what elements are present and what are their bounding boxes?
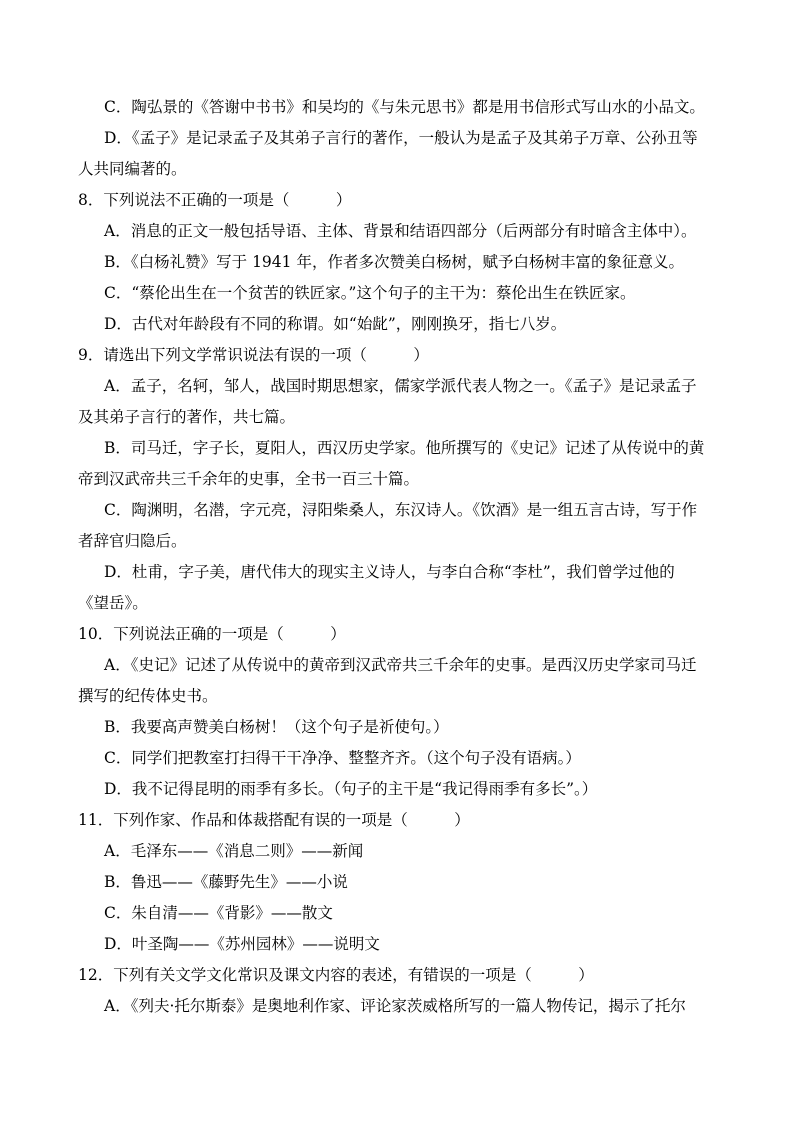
q11-option-c: C．朱自清——《背影》——散文 [104,904,333,922]
q12-option-a: A．《列夫·托尔斯泰》是奥地利作家、评论家茨威格所写的一篇人物传记，揭示了托尔 [104,997,686,1015]
q10-option-b: B．我要高声赞美白杨树！（这个句子是祈使句。） [104,718,449,736]
q8-option-a: A．消息的正文一般包括导语、主体、背景和结语四部分（后两部分有时暗含主体中）。 [104,222,697,240]
question-9: 9．请选出下列文学常识说法有误的一项（ ） [78,346,429,364]
q9-option-a: A．孟子，名轲，邹人，战国时期思想家，儒家学派代表人物之一。《孟子》是记录孟子 [104,377,697,395]
q9-option-d: D．杜甫，字子美，唐代伟大的现实主义诗人，与李白合称“李杜”，我们曾学过他的 [104,563,675,581]
q9-option-d-cont: 《望岳》。 [78,594,148,612]
q11-option-b: B．鲁迅——《藤野先生》——小说 [104,873,348,891]
q11-option-d: D．叶圣陶——《苏州园林》——说明文 [104,935,380,953]
q10-option-a: A．《史记》记述了从传说中的黄帝到汉武帝共三千余年的史事。是西汉历史学家司马迁 [104,656,697,674]
question-8: 8．下列说法不正确的一项是（ ） [78,191,352,209]
q7-option-c: C．陶弘景的《答谢中书书》和吴均的《与朱元思书》都是用书信形式写山水的小品文。 [104,98,705,116]
q7-option-d-cont: 人共同编著的。 [78,160,187,178]
q10-option-d: D．我不记得昆明的雨季有多长。（句子的主干是“我记得雨季有多长”。） [104,780,598,798]
q9-option-c-cont: 者辞官归隐后。 [78,532,187,550]
q9-option-b: B．司马迁，字子长，夏阳人，西汉历史学家。他所撰写的《史记》记述了从传说中的黄 [104,439,705,457]
q7-option-d: D．《孟子》是记录孟子及其弟子言行的著作，一般认为是孟子及其弟子万章、公孙丑等 [104,129,698,147]
q8-option-b: B．《白杨礼赞》写于 1941 年，作者多次赞美白杨树，赋予白杨树丰富的象征意义。 [104,253,684,271]
q9-option-b-cont: 帝到汉武帝共三千余年的史事，全书一百三十篇。 [78,470,420,488]
q9-option-a-cont: 及其弟子言行的著作，共七篇。 [78,408,296,426]
question-12: 12．下列有关文学文化常识及课文内容的表述，有错误的一项是（ ） [78,966,594,984]
question-10: 10．下列说法正确的一项是（ ） [78,625,346,643]
exam-content [78,92,714,1022]
q11-option-a: A．毛泽东——《消息二则》——新闻 [104,842,364,860]
q10-option-c: C．同学们把教室打扫得干干净净、整整齐齐。（这个句子没有语病。） [104,749,581,767]
q9-option-c: C．陶渊明，名潜，字元亮，浔阳柴桑人，东汉诗人。《饮酒》是一组五言古诗，写于作 [104,501,698,519]
q8-option-c: C．“蔡伦出生在一个贫苦的铁匠家。”这个句子的主干为：蔡伦出生在铁匠家。 [104,284,636,302]
question-11: 11．下列作家、作品和体裁搭配有误的一项是（ ） [78,811,470,829]
q10-option-a-cont: 撰写的纪传体史书。 [78,687,218,705]
q8-option-d: D．古代对年龄段有不同的称谓。如“始龀”，刚刚换牙，指七八岁。 [104,315,567,333]
